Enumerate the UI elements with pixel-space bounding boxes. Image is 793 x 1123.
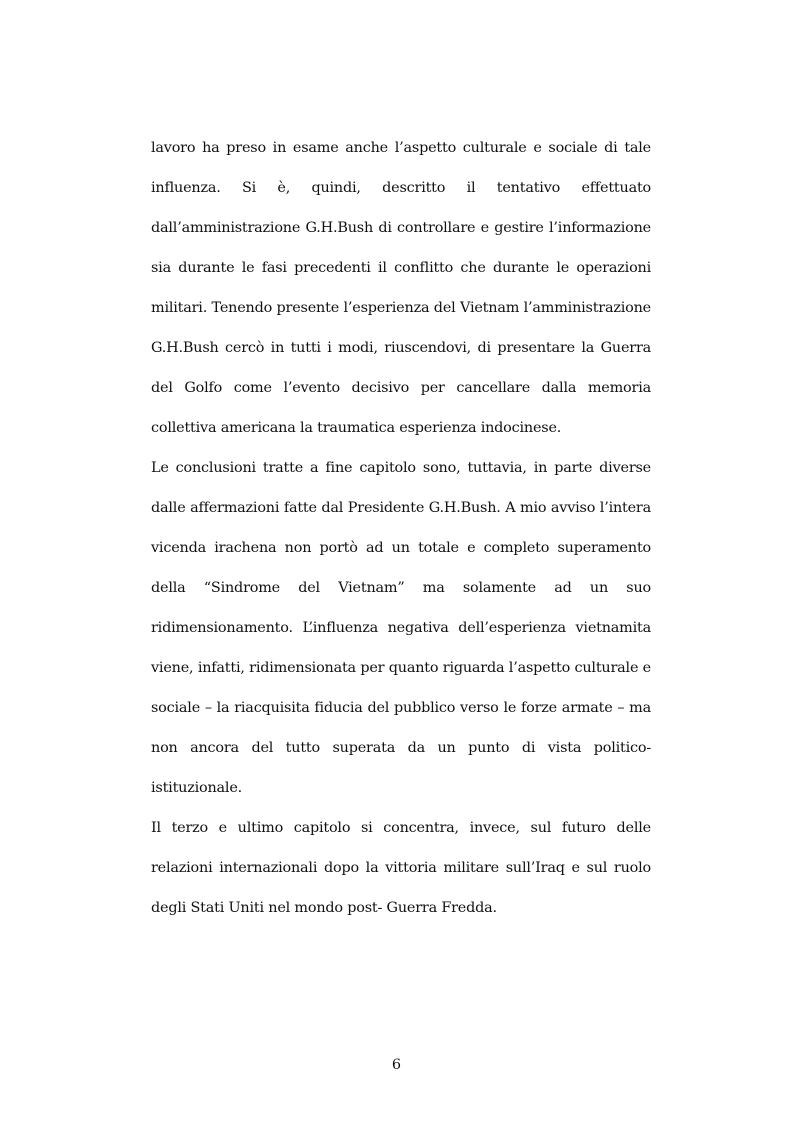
paragraph-3: Il terzo e ultimo capitolo si concentra, invece, sul futuro delle relazioni internazionali dopo la vittoria militare sull’Iraq e sul ruolo degli Stati Uniti nel mondo post- Guerra Fredda. [151,820,651,916]
paragraph-1: lavoro ha preso in esame anche l’aspetto culturale e sociale di tale influenza. Si è, quindi, descritto il tentativo effettuato dall’amministrazione G.H.Bush di controllare e gestire l’informazione sia durante le fasi precedenti il conflitto che durante le operazioni militari. Tenendo presente l’esperienza del Vietnam l’amministrazione G.H.Bush cercò in tutti i modi, riuscendovi, di presentare la Guerra del Golfo come l’evento decisivo per cancellare dalla memoria collettiva americana la traumatica esperienza indocinese. [151,140,651,436]
page-body [151,128,651,928]
page-number: 6 [391,1057,402,1073]
paragraph-2: Le conclusioni tratte a fine capitolo sono, tuttavia, in parte diverse dalle affermazioni fatte dal Presidente G.H.Bush. A mio avviso l’intera vicenda irachena non portò ad un totale e completo superamento della “Sindrome del Vietnam” ma solamente ad un suo ridimensionamento. L’influenza negativa dell’esperienza vietnamita viene, infatti, ridimensionata per quanto riguarda l’aspetto culturale e sociale – la riacquisita fiducia del pubblico verso le forze armate – ma non ancora del tutto superata da un punto di vista politico-istituzionale. [151,460,651,796]
